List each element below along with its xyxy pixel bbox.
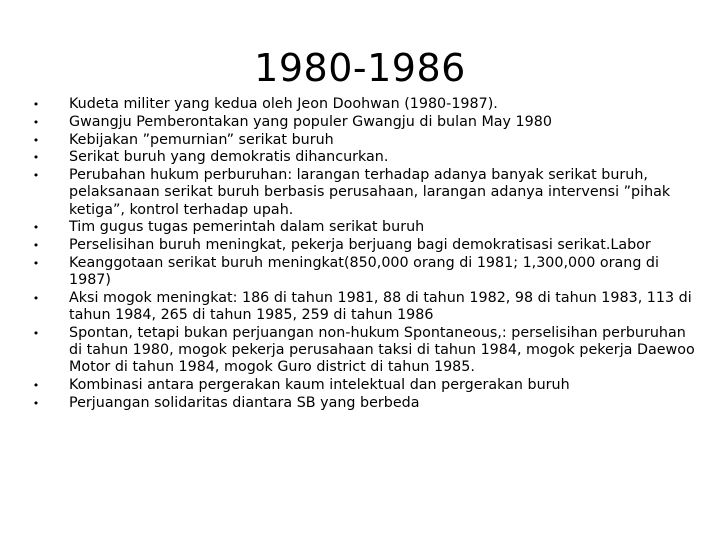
list-item: [30, 114, 695, 131]
bullet-icon: •: [32, 256, 40, 270]
list-item-text: Perselisihan buruh meningkat, pekerja berjuang bagi demokratisasi serikat.Labor: [69, 237, 651, 254]
list-item-text: Aksi mogok meningkat: 186 di tahun 1981, 88 di tahun 1982, 98 di tahun 1983, 113 di tahun 1984, 265 di tahun 1985, 259 di tahun 1986: [69, 289, 692, 324]
list-item: [30, 395, 695, 412]
list-item-text: Serikat buruh yang demokratis dihancurkan.: [69, 149, 389, 166]
bullet-icon: •: [32, 396, 40, 410]
list-item: [30, 290, 695, 324]
bullet-icon: •: [32, 98, 40, 111]
list-item: [30, 132, 695, 149]
bullet-icon: •: [32, 221, 40, 235]
bullet-icon: •: [32, 115, 40, 129]
slide-title: 1980-1986: [254, 46, 466, 90]
bullet-icon: •: [32, 151, 40, 165]
list-item-text: Kombinasi antara pergerakan kaum intelektual dan pergerakan buruh: [69, 377, 570, 394]
list-item: [30, 377, 695, 394]
bullet-icon: •: [32, 133, 40, 147]
bullet-icon: •: [32, 239, 40, 253]
list-item: [30, 96, 695, 113]
list-item: [30, 237, 695, 254]
list-item: [30, 167, 695, 219]
bullet-icon: •: [32, 169, 40, 183]
list-item: [30, 325, 695, 377]
bullet-icon: •: [32, 379, 40, 393]
list-item-text: Tim gugus tugas pemerintah dalam serikat buruh: [69, 219, 425, 236]
list-item-text: Spontan, tetapi bukan perjuangan non-hukum Spontaneous,: perselisihan perburuhan di tahun 1980, mogok pekerja perusahaan taksi di tahun 1984, mogok pekerja Daewoo Motor di tahun 1984, mogok Guro district di tahun 1985.: [69, 324, 695, 376]
list-item-text: Gwangju Pemberontakan yang populer Gwangju di bulan May 1980: [69, 113, 552, 130]
list-item: [30, 255, 695, 289]
list-item-text: Perjuangan solidaritas diantara SB yang berbeda: [69, 394, 420, 411]
bullet-icon: •: [32, 326, 40, 340]
list-item: [30, 149, 695, 166]
list-item-text: Perubahan hukum perburuhan: larangan terhadap adanya banyak serikat buruh, pelaksanaan serikat buruh berbasis perusahaan, larangan adanya intervensi ”pihak ketiga”, kontrol terhadap upah.: [69, 167, 671, 218]
list-item-text: Kudeta militer yang kedua oleh Jeon Doohwan (1980-1987).: [69, 96, 498, 112]
bullet-list: [30, 96, 695, 413]
list-item-text: Keanggotaan serikat buruh meningkat(850,000 orang di 1981; 1,300,000 orang di 1987): [69, 254, 659, 289]
bullet-icon: •: [32, 291, 40, 305]
list-item-text: Kebijakan ”pemurnian” serikat buruh: [69, 131, 334, 148]
list-item: [30, 219, 695, 236]
